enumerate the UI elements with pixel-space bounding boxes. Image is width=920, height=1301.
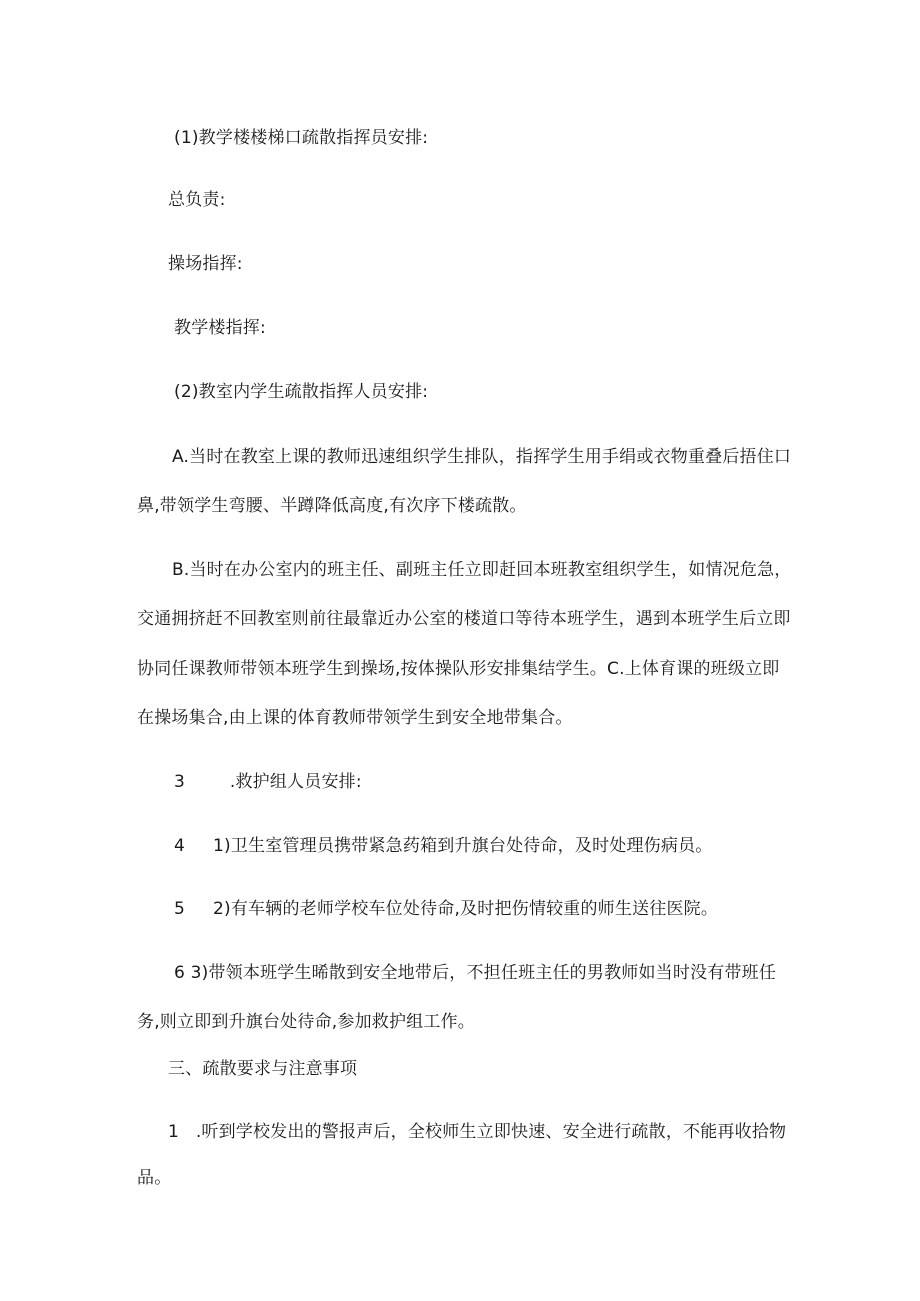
section-heading-evacuation-requirements: 三、疏散要求与注意事项 — [168, 1059, 358, 1079]
rescue-item-3-line-1: 6 3)带领本班学生晞散到安全地带后，不担任班主任的男教师如当时没有带班任 — [174, 963, 777, 983]
requirement-1-line-1: 1 .听到学校发出的警报声后，全校师生立即快速、安全进行疏散，不能再收拾物 — [168, 1122, 787, 1142]
heading-stair-evacuation: (1)教学楼楼梯口疏散指挥员安排: — [174, 128, 429, 148]
paragraph-b-line-3: 协同任课教师带领本班学生到操场,按体操队形安排集结学生。C.上体育课的班级立即 — [137, 659, 780, 679]
label-playground-command: 操场指挥: — [168, 254, 243, 274]
paragraph-b-line-1: B.当时在办公室内的班主任、副班主任立即赶回本班教室组织学生，如情况危急， — [172, 560, 792, 580]
paragraph-b-line-4: 在操场集合,由上课的体育教师带领学生到安全地带集合。 — [137, 708, 573, 728]
label-general-lead: 总负责: — [168, 190, 226, 210]
paragraph-b-line-2: 交通拥挤赶不回教室则前往最靠近办公室的楼道口等待本班学生，遇到本班学生后立即 — [137, 609, 791, 629]
heading-rescue-group: 3 .救护组人员安排: — [174, 772, 362, 792]
rescue-item-3-line-2: 务,则立即到升旗台处待命,参加救护组工作。 — [137, 1012, 476, 1032]
rescue-item-1: 4 1)卫生室管理员携带紧急药箱到升旗台处待命，及时处理伤病员。 — [174, 836, 713, 856]
requirement-1-line-2: 品。 — [137, 1168, 172, 1188]
paragraph-a-line-2: 鼻,带领学生弯腰、半蹲降低高度,有次序下楼疏散。 — [137, 496, 527, 516]
rescue-item-2: 5 2)有车辆的老师学校车位处待命,及时把伤情较重的师生送往医院。 — [174, 899, 719, 919]
heading-classroom-evacuation: (2)教室内学生疏散指挥人员安排: — [174, 382, 429, 402]
label-building-command: 教学楼指挥: — [174, 318, 266, 338]
paragraph-a-line-1: A.当时在教室上课的教师迅速组织学生排队，指挥学生用手绢或衣物重叠后捂住口 — [172, 447, 792, 467]
